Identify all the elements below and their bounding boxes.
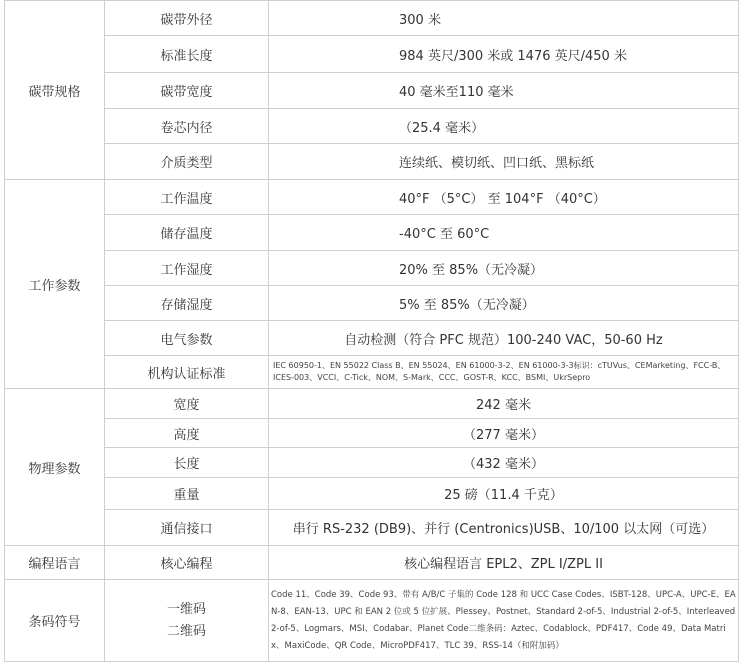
row-value: 40 毫米至110 毫米: [269, 73, 739, 109]
table-row: [5, 419, 739, 448]
row-value: （432 毫米）: [269, 448, 739, 478]
row-key: 机构认证标准: [105, 356, 269, 389]
table-row: [5, 109, 739, 144]
row-key: 核心编程: [105, 546, 269, 580]
row-key-1d: 一维码: [166, 601, 206, 617]
table-row: [5, 1, 739, 36]
table-row: [5, 36, 739, 73]
row-key: 储存温度: [105, 215, 269, 251]
row-value: -40°C 至 60°C: [269, 215, 739, 251]
row-key: 工作湿度: [105, 251, 269, 286]
table-row: [5, 510, 739, 546]
row-key: [105, 580, 269, 662]
row-value: 242 毫米: [269, 389, 739, 419]
row-key-2d: 二维码: [166, 623, 206, 639]
row-value: 25 磅（11.4 千克）: [269, 478, 739, 510]
row-key: 标准长度: [105, 36, 269, 73]
row-value: 自动检测（符合 PFC 规范）100-240 VAC，50-60 Hz: [269, 321, 739, 356]
row-value: 5% 至 85%（无冷凝）: [269, 286, 739, 321]
row-value: 连续纸、模切纸、凹口纸、黑标纸: [269, 144, 739, 180]
category-physical-params: 物理参数: [5, 389, 105, 546]
row-value: 核心编程语言 EPL2、ZPL I/ZPL II: [269, 546, 739, 580]
table-row: [5, 478, 739, 510]
table-row: [5, 356, 739, 389]
row-key: 高度: [105, 419, 269, 448]
row-key: 重量: [105, 478, 269, 510]
row-value: 串行 RS-232 (DB9)、并行 (Centronics)USB、10/100 以太网（可选）: [269, 510, 739, 546]
category-ribbon-spec: 碳带规格: [5, 1, 105, 180]
table-row: [5, 448, 739, 478]
row-key: 长度: [105, 448, 269, 478]
table-row: [5, 286, 739, 321]
row-value: 984 英尺/300 米或 1476 英尺/450 米: [269, 36, 739, 73]
table-row: [5, 180, 739, 215]
table-row: [5, 321, 739, 356]
row-key: 通信接口: [105, 510, 269, 546]
row-key: 介质类型: [105, 144, 269, 180]
table-row: [5, 251, 739, 286]
row-key: 宽度: [105, 389, 269, 419]
row-key: 存储湿度: [105, 286, 269, 321]
row-value: （277 毫米）: [269, 419, 739, 448]
row-key: 碳带外径: [105, 1, 269, 36]
spec-table: [4, 0, 739, 662]
row-value: （25.4 毫米）: [269, 109, 739, 144]
row-value: IEC 60950-1、EN 55022 Class B、EN 55024、EN 61000-3-2、EN 61000-3-3标识：cTUVus、CEMarketing、FCC-B、ICES-003、VCCI、C-Tick、NOM、S-Mark、CCC、GOST-R、KCC、BSMI、UkrSepro: [269, 356, 739, 389]
row-key: 电气参数: [105, 321, 269, 356]
row-value: 40°F （5°C） 至 104°F （40°C）: [269, 180, 739, 215]
row-key: 碳带宽度: [105, 73, 269, 109]
table-row: [5, 73, 739, 109]
table-row: [5, 546, 739, 580]
row-value: Code 11、Code 39、Code 93、带有 A/B/C 子集的 Code 128 和 UCC Case Codes、ISBT-128、UPC-A、UPC-E、EAN-8、EAN-13、UPC 和 EAN 2 位或 5 位扩展、Plessey、Postnet、Standard 2-of-5、Industrial 2-of-5、Interleaved 2-of-5、Logmars、MSI、Codabar、Planet Code二维条码：Aztec、Codablock、PDF417、Code 49、Data Matrix、MaxiCode、QR Code、MicroPDF417、TLC 39、RSS-14（和附加码）: [269, 580, 739, 662]
row-value: 300 米: [269, 1, 739, 36]
table-row: [5, 215, 739, 251]
table-row: [5, 389, 739, 419]
category-programming-language: 编程语言: [5, 546, 105, 580]
category-operating-params: 工作参数: [5, 180, 105, 389]
table-row: [5, 580, 739, 662]
category-barcode-symbols: 条码符号: [5, 580, 105, 662]
row-key: 卷芯内径: [105, 109, 269, 144]
table-row: [5, 144, 739, 180]
row-value: 20% 至 85%（无冷凝）: [269, 251, 739, 286]
row-key: 工作温度: [105, 180, 269, 215]
